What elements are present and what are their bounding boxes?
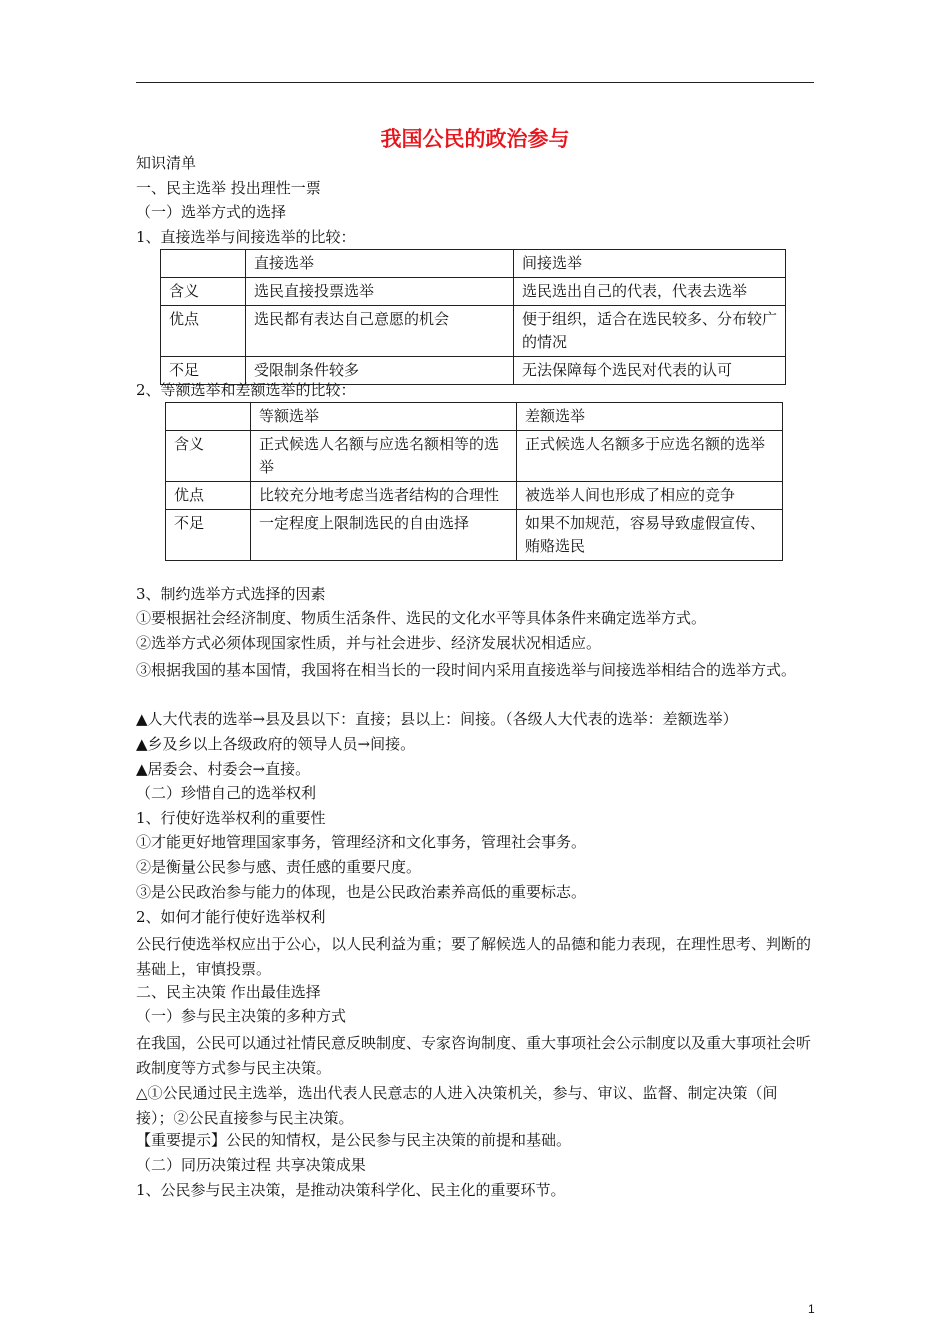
heading-1: 一、民主选举 投出理性一票 bbox=[136, 179, 321, 197]
table-cell: 选民选出自己的代表，代表去选举 bbox=[514, 278, 786, 306]
table-cell: 直接选举 bbox=[246, 250, 514, 278]
table-cell: 一定程度上限制选民的自由选择 bbox=[251, 510, 517, 561]
equal-differential-table bbox=[165, 402, 783, 561]
item-heading: 1、直接选举与间接选举的比较： bbox=[136, 228, 356, 246]
item-heading: 2、如何才能行使好选举权利 bbox=[136, 908, 326, 926]
table-cell: 比较充分地考虑当选者结构的合理性 bbox=[251, 482, 517, 510]
table-cell: 优点 bbox=[166, 482, 251, 510]
table-cell: 等额选举 bbox=[251, 403, 517, 431]
table-cell: 正式候选人名额多于应选名额的选举 bbox=[517, 431, 783, 482]
paragraph: 1、公民参与民主决策，是推动决策科学化、民主化的重要环节。 bbox=[136, 1181, 566, 1199]
item-heading: 3、制约选举方式选择的因素 bbox=[136, 585, 326, 603]
bullet-item: ▲居委会、村委会→直接。 bbox=[136, 760, 311, 778]
page-number: 1 bbox=[808, 1302, 815, 1316]
table-cell: 如果不加规范，容易导致虚假宣传、贿赂选民 bbox=[517, 510, 783, 561]
table-cell: 无法保障每个选民对代表的认可 bbox=[514, 357, 786, 385]
table-row bbox=[166, 482, 783, 510]
direct-indirect-table bbox=[160, 249, 786, 385]
table-row bbox=[161, 306, 786, 357]
table-cell bbox=[166, 403, 251, 431]
table-cell: 差额选举 bbox=[517, 403, 783, 431]
subheading: （一）参与民主决策的多种方式 bbox=[136, 1007, 347, 1025]
table-cell: 间接选举 bbox=[514, 250, 786, 278]
paragraph: △①公民通过民主选举，选出代表人民意志的人进入决策机关，参与、审议、监督、制定决策（间接）；②公民直接参与民主决策。 bbox=[136, 1084, 778, 1127]
item-heading: 1、行使好选举权利的重要性 bbox=[136, 809, 326, 827]
section-label: 知识清单 bbox=[136, 154, 197, 172]
subheading: （二）珍惜自己的选举权利 bbox=[136, 784, 317, 802]
table-cell: 含义 bbox=[166, 431, 251, 482]
paragraph: 公民行使选举权应出于公心，以人民利益为重；要了解候选人的品德和能力表现，在理性思考、判断的基础上，审慎投票。 bbox=[136, 935, 812, 978]
table-row bbox=[166, 431, 783, 482]
table-cell: 不足 bbox=[161, 357, 246, 385]
paragraph: ②是衡量公民参与感、责任感的重要尺度。 bbox=[136, 858, 422, 876]
table-row bbox=[161, 278, 786, 306]
table-cell: 被选举人间也形成了相应的竞争 bbox=[517, 482, 783, 510]
paragraph: ②选举方式必须体现国家性质，并与社会进步、经济发展状况相适应。 bbox=[136, 634, 602, 652]
table-cell: 选民直接投票选举 bbox=[246, 278, 514, 306]
table-row bbox=[161, 250, 786, 278]
paragraph: 在我国，公民可以通过社情民意反映制度、专家咨询制度、重大事项社会公示制度以及重大事项社会听政制度等方式参与民主决策。 bbox=[136, 1034, 812, 1077]
heading-2: 二、民主决策 作出最佳选择 bbox=[136, 983, 321, 1001]
paragraph: ①要根据社会经济制度、物质生活条件、选民的文化水平等具体条件来确定选举方式。 bbox=[136, 609, 707, 627]
tip-note: 【重要提示】公民的知情权，是公民参与民主决策的前提和基础。 bbox=[136, 1131, 572, 1149]
header-rule bbox=[136, 82, 814, 83]
table-cell: 正式候选人名额与应选名额相等的选举 bbox=[251, 431, 517, 482]
table-cell: 含义 bbox=[161, 278, 246, 306]
table-row bbox=[166, 510, 783, 561]
subheading: （二）同历决策过程 共享决策成果 bbox=[136, 1156, 366, 1174]
table-row bbox=[166, 403, 783, 431]
table-cell: 便于组织，适合在选民较多、分布较广的情况 bbox=[514, 306, 786, 357]
table-cell: 优点 bbox=[161, 306, 246, 357]
subheading: （一）选举方式的选择 bbox=[136, 203, 287, 221]
bullet-item: ▲乡及乡以上各级政府的领导人员→间接。 bbox=[136, 735, 416, 753]
item-heading: 2、等额选举和差额选举的比较： bbox=[136, 381, 356, 399]
table-cell: 不足 bbox=[166, 510, 251, 561]
table-cell bbox=[161, 250, 246, 278]
page-title: 我国公民的政治参与 bbox=[380, 127, 570, 151]
paragraph: ③是公民政治参与能力的体现，也是公民政治素养高低的重要标志。 bbox=[136, 883, 587, 901]
bullet-item: ▲人大代表的选举→县及县以下：直接；县以上：间接。（各级人大代表的选举：差额选举） bbox=[136, 710, 738, 728]
paragraph: ①才能更好地管理国家事务，管理经济和文化事务，管理社会事务。 bbox=[136, 833, 587, 851]
table-cell: 选民都有表达自己意愿的机会 bbox=[246, 306, 514, 357]
table-cell: 受限制条件较多 bbox=[246, 357, 514, 385]
paragraph: ③根据我国的基本国情，我国将在相当长的一段时间内采用直接选举与间接选举相结合的选举方式。 bbox=[136, 661, 797, 679]
